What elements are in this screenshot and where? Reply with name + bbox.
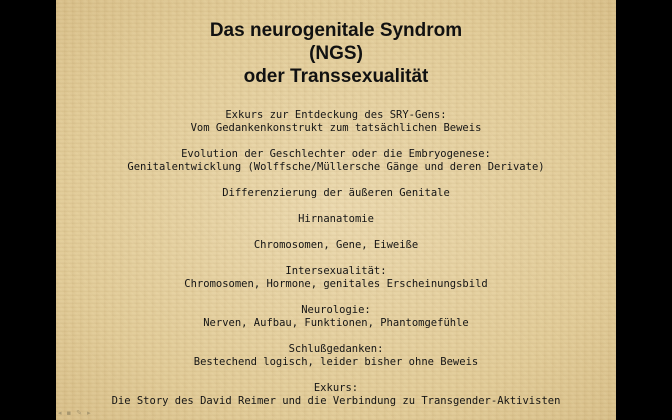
slide-title-line-2: (NGS) — [309, 43, 363, 64]
agenda-list — [56, 109, 616, 420]
next-icon[interactable]: ▸ — [87, 409, 92, 417]
agenda-item-heading: Chromosomen, Gene, Eiweiße — [253, 239, 419, 251]
agenda-item-heading: Hirnanatomie — [298, 213, 374, 225]
menu-icon[interactable]: ▪ — [66, 409, 73, 417]
agenda-item-detail: Vom Gedankenkonstrukt zum tatsächlichen Beweis — [190, 122, 482, 134]
agenda-item-heading: Neurologie: — [301, 304, 371, 316]
agenda-item-detail: Die Story des David Reimer und die Verbindung zu Transgender-Aktivisten — [111, 395, 561, 407]
slide-navigation-bar — [58, 409, 96, 417]
agenda-item-heading: Exkurs zur Entdeckung des SRY-Gens: — [225, 109, 447, 121]
agenda-item-differentiation — [56, 187, 616, 200]
agenda-item-heading: Exkurs: — [313, 382, 359, 394]
agenda-item-conclusion — [56, 343, 616, 369]
agenda-item-detail: Chromosomen, Hormone, genitales Erscheinungsbild — [184, 278, 488, 290]
agenda-item-heading: Differenzierung der äußeren Genitale — [222, 187, 450, 199]
slide-title-line-1: Das neurogenitale Syndrom — [209, 20, 463, 41]
agenda-item-detail: Bestechend logisch, leider bisher ohne Beweis — [193, 356, 479, 368]
agenda-item-sry-gene — [56, 109, 616, 135]
agenda-item-heading: Evolution der Geschlechter oder die Embryogenese: — [181, 148, 491, 160]
agenda-item-intersexuality — [56, 265, 616, 291]
agenda-item-detail: Nerven, Aufbau, Funktionen, Phantomgefühle — [203, 317, 469, 329]
agenda-item-detail: Genitalentwicklung (Wolffsche/Müllersche Gänge und deren Derivate) — [127, 161, 545, 173]
agenda-item-heading: Schlußgedanken: — [288, 343, 384, 355]
agenda-item-brain-anatomy — [56, 213, 616, 226]
agenda-item-evolution — [56, 148, 616, 174]
agenda-item-david-reimer — [56, 382, 616, 408]
pointer-icon[interactable]: ✎ — [76, 409, 84, 417]
agenda-item-chromosomes — [56, 239, 616, 252]
slide-title-line-3: oder Transsexualität — [243, 66, 429, 87]
slide — [56, 0, 616, 420]
agenda-item-neurology — [56, 304, 616, 330]
agenda-item-heading: Intersexualität: — [285, 265, 387, 277]
prev-icon[interactable]: ◂ — [58, 409, 63, 417]
